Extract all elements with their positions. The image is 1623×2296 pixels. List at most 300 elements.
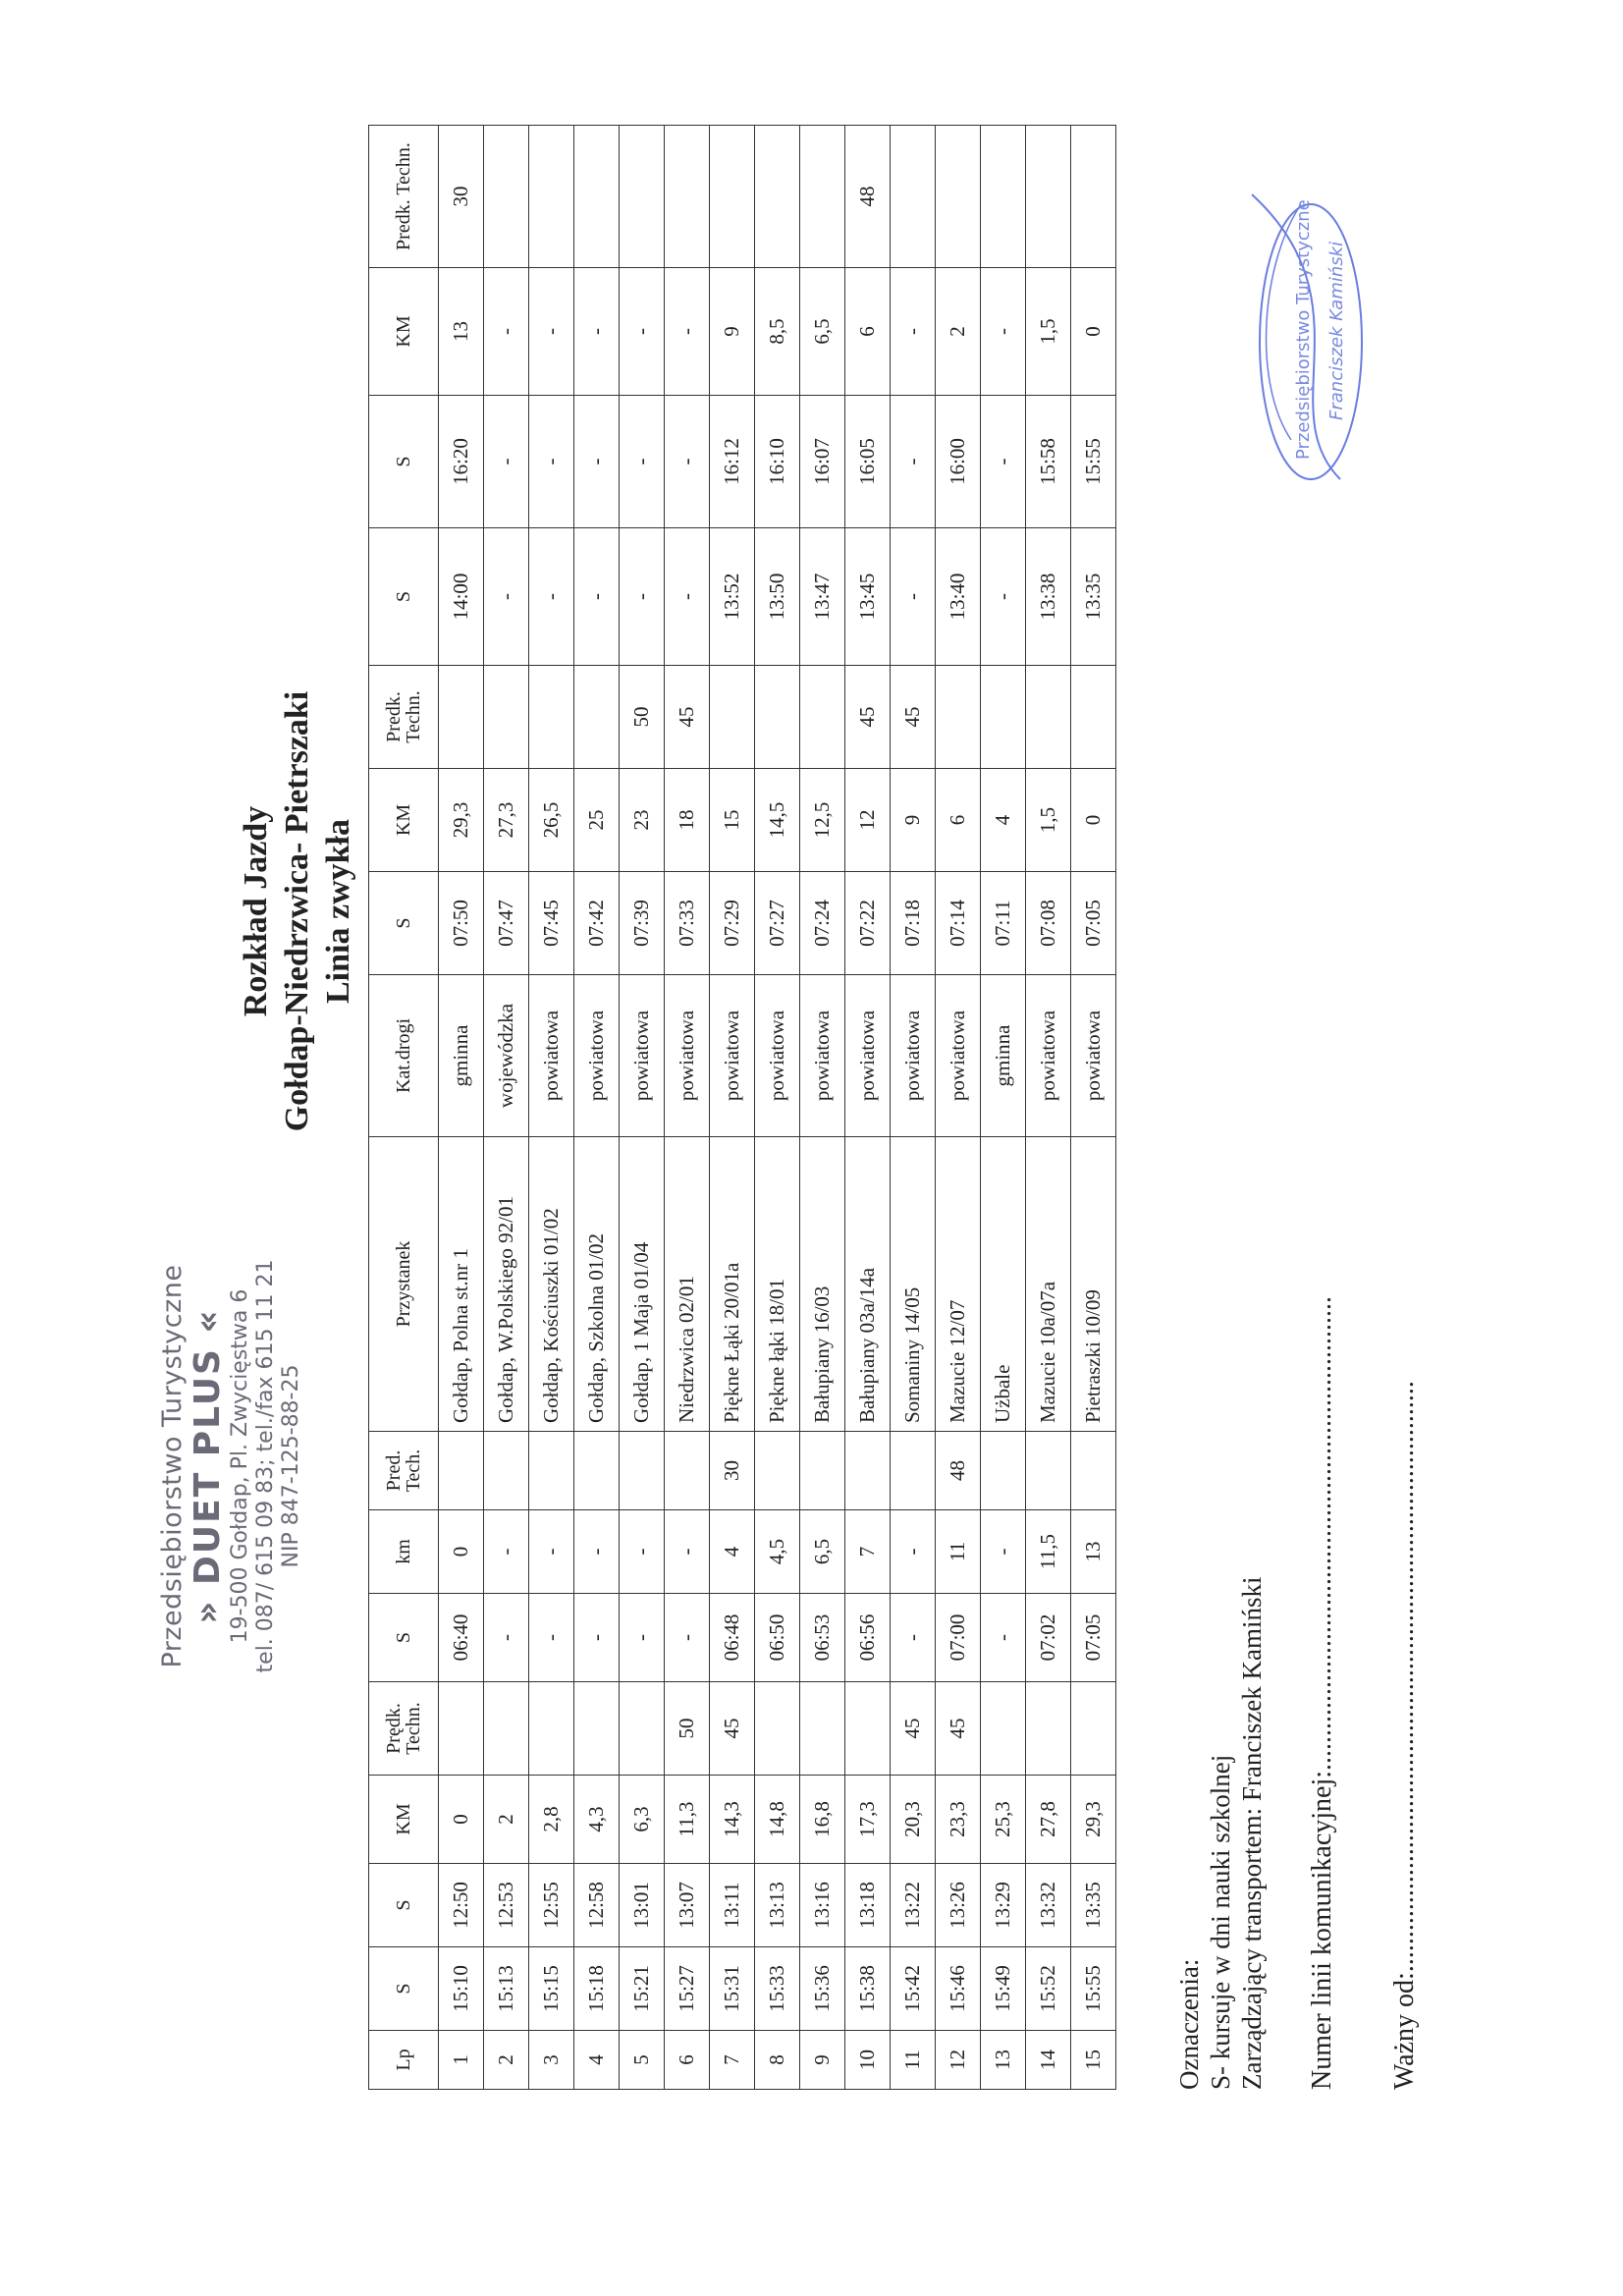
table-cell bbox=[981, 126, 1026, 268]
table-cell: powiatowa bbox=[936, 975, 981, 1137]
table-cell bbox=[574, 1432, 620, 1510]
table-cell: 16,8 bbox=[800, 1776, 845, 1864]
table-cell: - bbox=[574, 1510, 620, 1594]
table-cell: Gołdap, Kościuszki 01/02 bbox=[529, 1137, 574, 1432]
table-cell: gminna bbox=[981, 975, 1026, 1137]
table-cell bbox=[891, 126, 936, 268]
table-cell: Mazucie 12/07 bbox=[936, 1137, 981, 1432]
table-cell: 1,5 bbox=[1026, 769, 1071, 872]
table-cell: 0 bbox=[1071, 268, 1116, 396]
table-cell: 12:50 bbox=[439, 1864, 484, 1947]
table-cell bbox=[891, 1432, 936, 1510]
table-cell: 2,8 bbox=[529, 1776, 574, 1864]
table-row bbox=[800, 126, 845, 2090]
table-row bbox=[1071, 126, 1116, 2090]
table-row bbox=[981, 126, 1026, 2090]
table-cell: 12 bbox=[845, 769, 891, 872]
column-header: S bbox=[369, 528, 439, 666]
signature-stamp bbox=[1232, 175, 1380, 499]
table-cell: 13:18 bbox=[845, 1864, 891, 1947]
table-cell: 8 bbox=[755, 2031, 800, 2090]
table-cell bbox=[755, 126, 800, 268]
table-cell: 30 bbox=[710, 1432, 755, 1510]
table-row bbox=[710, 126, 755, 2090]
table-cell bbox=[1071, 666, 1116, 769]
column-header: S bbox=[369, 872, 439, 975]
table-cell: 07:29 bbox=[710, 872, 755, 975]
table-cell: powiatowa bbox=[529, 975, 574, 1137]
table-cell: 15:38 bbox=[845, 1947, 891, 2031]
table-cell bbox=[529, 126, 574, 268]
table-cell: 13 bbox=[1071, 1510, 1116, 1594]
table-cell: - bbox=[891, 1594, 936, 1682]
table-cell: 14 bbox=[1026, 2031, 1071, 2090]
column-header: S bbox=[369, 396, 439, 528]
table-cell: 27,3 bbox=[484, 769, 529, 872]
table-row bbox=[891, 126, 936, 2090]
table-cell: - bbox=[484, 1594, 529, 1682]
signature-text-1: Przedsiębiorstwo Turystyczne bbox=[1293, 199, 1314, 460]
table-cell: gminna bbox=[439, 975, 484, 1137]
table-cell: 14,8 bbox=[755, 1776, 800, 1864]
table-cell: 17,3 bbox=[845, 1776, 891, 1864]
table-cell: 4,3 bbox=[574, 1776, 620, 1864]
table-cell: 2 bbox=[484, 2031, 529, 2090]
stamp-phone: tel. 087/ 615 09 83; tel./fax 615 11 21 bbox=[253, 1259, 278, 1673]
table-cell: 16:20 bbox=[439, 396, 484, 528]
table-cell bbox=[665, 1432, 710, 1510]
table-cell: 13:35 bbox=[1071, 528, 1116, 666]
table-cell: 15:52 bbox=[1026, 1947, 1071, 2031]
signature-scribble-icon bbox=[1232, 175, 1380, 499]
table-cell: 16:10 bbox=[755, 396, 800, 528]
table-cell: 16:00 bbox=[936, 396, 981, 528]
table-cell: 13:26 bbox=[936, 1864, 981, 1947]
table-cell: 15:36 bbox=[800, 1947, 845, 2031]
footer bbox=[1173, 617, 1421, 2090]
table-cell bbox=[1026, 666, 1071, 769]
table-row bbox=[439, 126, 484, 2090]
table-cell: powiatowa bbox=[620, 975, 665, 1137]
table-cell: 07:39 bbox=[620, 872, 665, 975]
table-cell: 9 bbox=[710, 268, 755, 396]
table-cell bbox=[484, 1432, 529, 1510]
table-cell: 4,5 bbox=[755, 1510, 800, 1594]
table-row bbox=[936, 126, 981, 2090]
table-cell: Piękne łąki 18/01 bbox=[755, 1137, 800, 1432]
table-cell: 45 bbox=[891, 1682, 936, 1776]
table-cell: 13:45 bbox=[845, 528, 891, 666]
table-cell: 6,3 bbox=[620, 1776, 665, 1864]
table-cell: 4 bbox=[981, 769, 1026, 872]
table-cell: 50 bbox=[665, 1682, 710, 1776]
table-cell bbox=[845, 1682, 891, 1776]
table-cell: 14,3 bbox=[710, 1776, 755, 1864]
column-header: S bbox=[369, 1947, 439, 2031]
table-cell: 13:35 bbox=[1071, 1864, 1116, 1947]
table-cell bbox=[484, 126, 529, 268]
title-line-1: Rozkład Jazdy bbox=[238, 805, 274, 1017]
table-cell: - bbox=[574, 1594, 620, 1682]
table-cell bbox=[439, 1432, 484, 1510]
table-row bbox=[1026, 126, 1071, 2090]
column-header: KM bbox=[369, 769, 439, 872]
column-header: S bbox=[369, 1594, 439, 1682]
table-cell: 23,3 bbox=[936, 1776, 981, 1864]
table-cell: Somaniny 14/05 bbox=[891, 1137, 936, 1432]
table-cell bbox=[620, 126, 665, 268]
table-cell: 2 bbox=[936, 268, 981, 396]
table-cell: - bbox=[891, 528, 936, 666]
table-cell: 6,5 bbox=[800, 268, 845, 396]
table-cell: - bbox=[574, 396, 620, 528]
table-cell: 8,5 bbox=[755, 268, 800, 396]
table-cell: 48 bbox=[845, 126, 891, 268]
table-cell: 11,3 bbox=[665, 1776, 710, 1864]
table-cell: - bbox=[620, 396, 665, 528]
table-cell: wojewódzka bbox=[484, 975, 529, 1137]
table-cell: 07:00 bbox=[936, 1594, 981, 1682]
table-cell: - bbox=[620, 1510, 665, 1594]
table-cell: - bbox=[529, 1594, 574, 1682]
schedule-table bbox=[368, 125, 1116, 2090]
table-cell: 18 bbox=[665, 769, 710, 872]
table-cell bbox=[574, 666, 620, 769]
table-cell: 15:49 bbox=[981, 1947, 1026, 2031]
table-cell: 07:27 bbox=[755, 872, 800, 975]
table-cell bbox=[484, 666, 529, 769]
table-cell bbox=[529, 1682, 574, 1776]
table-cell: Pietraszki 10/09 bbox=[1071, 1137, 1116, 1432]
table-cell: 1,5 bbox=[1026, 268, 1071, 396]
table-cell: 15:13 bbox=[484, 1947, 529, 2031]
table-cell: powiatowa bbox=[800, 975, 845, 1137]
table-cell: 7 bbox=[710, 2031, 755, 2090]
table-cell bbox=[936, 126, 981, 268]
table-cell: 4 bbox=[574, 2031, 620, 2090]
column-header: Pred. Tech. bbox=[369, 1432, 439, 1510]
table-cell: - bbox=[981, 1594, 1026, 1682]
table-cell: 6 bbox=[845, 268, 891, 396]
table-cell: Gołdap, Polna st.nr 1 bbox=[439, 1137, 484, 1432]
valid-from-field: Ważny od:...................................................................................... bbox=[1389, 1381, 1420, 2090]
table-cell bbox=[574, 1682, 620, 1776]
table-cell: 7 bbox=[845, 1510, 891, 1594]
table-cell: 6 bbox=[665, 2031, 710, 2090]
table-cell: powiatowa bbox=[845, 975, 891, 1137]
column-header: Lp bbox=[369, 2031, 439, 2090]
table-cell: - bbox=[665, 1510, 710, 1594]
table-cell: - bbox=[891, 396, 936, 528]
table-cell: 16:07 bbox=[800, 396, 845, 528]
table-cell bbox=[1071, 1682, 1116, 1776]
table-cell: 13:07 bbox=[665, 1864, 710, 1947]
table-cell: 07:42 bbox=[574, 872, 620, 975]
table-cell: 15 bbox=[1071, 2031, 1116, 2090]
stamp-nip: NIP 847-125-88-25 bbox=[279, 1364, 303, 1568]
table-cell: - bbox=[529, 528, 574, 666]
table-cell bbox=[439, 1682, 484, 1776]
table-cell: 07:18 bbox=[891, 872, 936, 975]
table-cell: 16:12 bbox=[710, 396, 755, 528]
table-cell: 15:10 bbox=[439, 1947, 484, 2031]
table-cell bbox=[529, 1432, 574, 1510]
table-cell: 5 bbox=[620, 2031, 665, 2090]
document-title bbox=[236, 607, 359, 1216]
table-cell: 15:27 bbox=[665, 1947, 710, 2031]
table-cell bbox=[710, 126, 755, 268]
table-cell bbox=[1071, 126, 1116, 268]
table-cell: 45 bbox=[845, 666, 891, 769]
legend-s: S- kursuje w dni nauki szkolnej bbox=[1206, 1754, 1235, 2090]
table-cell: 12 bbox=[936, 2031, 981, 2090]
table-cell: 13:40 bbox=[936, 528, 981, 666]
table-body bbox=[439, 126, 1116, 2090]
table-cell: - bbox=[665, 528, 710, 666]
table-cell bbox=[1026, 126, 1071, 268]
table-cell: 13:47 bbox=[800, 528, 845, 666]
table-cell: - bbox=[484, 268, 529, 396]
table-cell: 12,5 bbox=[800, 769, 845, 872]
table-cell: 13 bbox=[981, 2031, 1026, 2090]
table-cell: 13:22 bbox=[891, 1864, 936, 1947]
table-cell: 15:33 bbox=[755, 1947, 800, 2031]
table-cell: 06:50 bbox=[755, 1594, 800, 1682]
table-cell: 11 bbox=[936, 1510, 981, 1594]
table-cell: 15:15 bbox=[529, 1947, 574, 2031]
table-cell: 27,8 bbox=[1026, 1776, 1071, 1864]
stamp-company-name: Przedsiębiorstwo Turystyczne bbox=[157, 1264, 188, 1668]
table-cell bbox=[981, 1432, 1026, 1510]
table-cell: - bbox=[665, 268, 710, 396]
table-cell: Gołdap, 1 Maja 01/04 bbox=[620, 1137, 665, 1432]
table-cell: 15 bbox=[710, 769, 755, 872]
table-cell: 13:52 bbox=[710, 528, 755, 666]
table-cell: powiatowa bbox=[755, 975, 800, 1137]
table-row bbox=[529, 126, 574, 2090]
table-cell bbox=[620, 1432, 665, 1510]
table-cell: 0 bbox=[439, 1510, 484, 1594]
table-row bbox=[845, 126, 891, 2090]
table-cell: 07:05 bbox=[1071, 872, 1116, 975]
table-cell: Piękne Łąki 20/01a bbox=[710, 1137, 755, 1432]
table-cell: 9 bbox=[891, 769, 936, 872]
table-cell: 11,5 bbox=[1026, 1510, 1071, 1594]
table-cell: 3 bbox=[529, 2031, 574, 2090]
table-cell: 45 bbox=[665, 666, 710, 769]
table-cell: 15:18 bbox=[574, 1947, 620, 2031]
table-cell: 07:50 bbox=[439, 872, 484, 975]
table-cell: powiatowa bbox=[665, 975, 710, 1137]
table-cell: 26,5 bbox=[529, 769, 574, 872]
table-cell: 07:45 bbox=[529, 872, 574, 975]
table-cell: 07:47 bbox=[484, 872, 529, 975]
table-cell bbox=[439, 666, 484, 769]
table-cell: - bbox=[529, 1510, 574, 1594]
table-cell: 06:56 bbox=[845, 1594, 891, 1682]
table-cell: - bbox=[891, 1510, 936, 1594]
table-cell: 0 bbox=[439, 1776, 484, 1864]
table-cell: Gołdap, Szkolna 01/02 bbox=[574, 1137, 620, 1432]
table-cell: powiatowa bbox=[574, 975, 620, 1137]
table-cell: 25,3 bbox=[981, 1776, 1026, 1864]
table-cell: 07:08 bbox=[1026, 872, 1071, 975]
table-cell: 07:11 bbox=[981, 872, 1026, 975]
table-cell bbox=[981, 666, 1026, 769]
table-cell: 29,3 bbox=[1071, 1776, 1116, 1864]
table-cell: 13:32 bbox=[1026, 1864, 1071, 1947]
table-cell bbox=[710, 666, 755, 769]
table-cell: 14:00 bbox=[439, 528, 484, 666]
table-cell bbox=[755, 666, 800, 769]
title-line-3: Linia zwykła bbox=[320, 819, 356, 1004]
table-cell: powiatowa bbox=[1026, 975, 1071, 1137]
table-cell: 15:55 bbox=[1071, 1947, 1116, 2031]
table-cell: 50 bbox=[620, 666, 665, 769]
table-row bbox=[574, 126, 620, 2090]
table-cell: 10 bbox=[845, 2031, 891, 2090]
table-cell bbox=[574, 126, 620, 268]
table-cell: 4 bbox=[710, 1510, 755, 1594]
table-cell bbox=[800, 666, 845, 769]
column-header: KM bbox=[369, 1776, 439, 1864]
table-cell: 48 bbox=[936, 1432, 981, 1510]
table-cell: 29,3 bbox=[439, 769, 484, 872]
table-cell: Mazucie 10a/07a bbox=[1026, 1137, 1071, 1432]
table-cell: 1 bbox=[439, 2031, 484, 2090]
table-cell: 07:14 bbox=[936, 872, 981, 975]
table-cell bbox=[755, 1432, 800, 1510]
table-cell: Bałupiany 03a/14a bbox=[845, 1137, 891, 1432]
table-cell: 15:31 bbox=[710, 1947, 755, 2031]
table-cell: - bbox=[620, 1594, 665, 1682]
table-cell: - bbox=[574, 268, 620, 396]
column-header: Predk. Techn. bbox=[369, 126, 439, 268]
table-cell: - bbox=[574, 528, 620, 666]
table-cell: 13:11 bbox=[710, 1864, 755, 1947]
table-cell: 06:53 bbox=[800, 1594, 845, 1682]
table-cell: - bbox=[529, 268, 574, 396]
table-cell: - bbox=[981, 1510, 1026, 1594]
table-cell: 20,3 bbox=[891, 1776, 936, 1864]
table-cell: Niedrzwica 02/01 bbox=[665, 1137, 710, 1432]
table-cell: 06:40 bbox=[439, 1594, 484, 1682]
table-cell: 23 bbox=[620, 769, 665, 872]
table-cell bbox=[484, 1682, 529, 1776]
table-cell: - bbox=[620, 528, 665, 666]
table-cell: - bbox=[665, 1594, 710, 1682]
table-cell: 2 bbox=[484, 1776, 529, 1864]
table-cell: - bbox=[981, 268, 1026, 396]
table-cell: - bbox=[484, 396, 529, 528]
column-header: Predk. Techn. bbox=[369, 666, 439, 769]
table-cell: - bbox=[981, 396, 1026, 528]
table-row bbox=[484, 126, 529, 2090]
table-cell: - bbox=[981, 528, 1026, 666]
column-header: Kat.drogi bbox=[369, 975, 439, 1137]
table-cell: 13:38 bbox=[1026, 528, 1071, 666]
table-cell: 14,5 bbox=[755, 769, 800, 872]
stamp-brand: » DUET PLUS « bbox=[188, 1308, 228, 1624]
table-row bbox=[620, 126, 665, 2090]
table-cell: 25 bbox=[574, 769, 620, 872]
stamp-address: 19-500 Gołdap, Pl. Zwycięstwa 6 bbox=[228, 1288, 252, 1644]
title-line-2: Gołdap-Niedrzwica- Pietrszaki bbox=[279, 690, 315, 1132]
table-cell: 11 bbox=[891, 2031, 936, 2090]
table-cell: Użbale bbox=[981, 1137, 1026, 1432]
column-header: S bbox=[369, 1864, 439, 1947]
table-cell: Gołdap, W.Polskiego 92/01 bbox=[484, 1137, 529, 1432]
table-cell: 06:48 bbox=[710, 1594, 755, 1682]
table-cell bbox=[800, 1682, 845, 1776]
table-cell bbox=[1071, 1432, 1116, 1510]
line-number-field: Numer linii komunikacyjnej:..................................................................... bbox=[1307, 1295, 1337, 2090]
table-cell: 6 bbox=[936, 769, 981, 872]
table-cell: 15:46 bbox=[936, 1947, 981, 2031]
table-row bbox=[665, 126, 710, 2090]
table-cell: 07:24 bbox=[800, 872, 845, 975]
table-cell: - bbox=[484, 528, 529, 666]
table-cell bbox=[800, 126, 845, 268]
table-cell bbox=[529, 666, 574, 769]
table-cell bbox=[845, 1432, 891, 1510]
table-cell: 0 bbox=[1071, 769, 1116, 872]
table-header-row bbox=[369, 126, 439, 2090]
table-cell: - bbox=[665, 396, 710, 528]
table-cell: 13:29 bbox=[981, 1864, 1026, 1947]
table-cell: 30 bbox=[439, 126, 484, 268]
table-cell: powiatowa bbox=[891, 975, 936, 1137]
table-cell bbox=[620, 1682, 665, 1776]
transport-manager: Zarządzający transportem: Franciszek Kamiński bbox=[1237, 1576, 1267, 2090]
table-cell: 15:42 bbox=[891, 1947, 936, 2031]
table-cell bbox=[981, 1682, 1026, 1776]
legend-title: Oznaczenia: bbox=[1174, 1958, 1204, 2090]
column-header: KM bbox=[369, 268, 439, 396]
table-cell: 45 bbox=[936, 1682, 981, 1776]
signature-text-2: Franciszek Kamiński bbox=[1326, 241, 1347, 420]
table-cell: 13:50 bbox=[755, 528, 800, 666]
table-cell: Bałupiany 16/03 bbox=[800, 1137, 845, 1432]
table-cell bbox=[1026, 1682, 1071, 1776]
table-cell bbox=[1026, 1432, 1071, 1510]
table-cell: - bbox=[484, 1510, 529, 1594]
table-cell: powiatowa bbox=[1071, 975, 1116, 1137]
table-cell: 45 bbox=[710, 1682, 755, 1776]
table-cell: 07:22 bbox=[845, 872, 891, 975]
table-cell bbox=[665, 126, 710, 268]
table-cell: - bbox=[529, 396, 574, 528]
table-cell: - bbox=[891, 268, 936, 396]
table-row bbox=[755, 126, 800, 2090]
table-cell: 15:58 bbox=[1026, 396, 1071, 528]
table-cell: 13:16 bbox=[800, 1864, 845, 1947]
table-cell: 13:01 bbox=[620, 1864, 665, 1947]
table-cell: 12:58 bbox=[574, 1864, 620, 1947]
table-cell: 12:53 bbox=[484, 1864, 529, 1947]
table-cell bbox=[755, 1682, 800, 1776]
table-cell: - bbox=[620, 268, 665, 396]
table-cell: 13:13 bbox=[755, 1864, 800, 1947]
table-cell: powiatowa bbox=[710, 975, 755, 1137]
column-header: Przystanek bbox=[369, 1137, 439, 1432]
table-cell: 07:33 bbox=[665, 872, 710, 975]
table-cell: 9 bbox=[800, 2031, 845, 2090]
table-cell: 45 bbox=[891, 666, 936, 769]
table-cell: 12:55 bbox=[529, 1864, 574, 1947]
table-cell: 15:55 bbox=[1071, 396, 1116, 528]
table-cell: 13 bbox=[439, 268, 484, 396]
